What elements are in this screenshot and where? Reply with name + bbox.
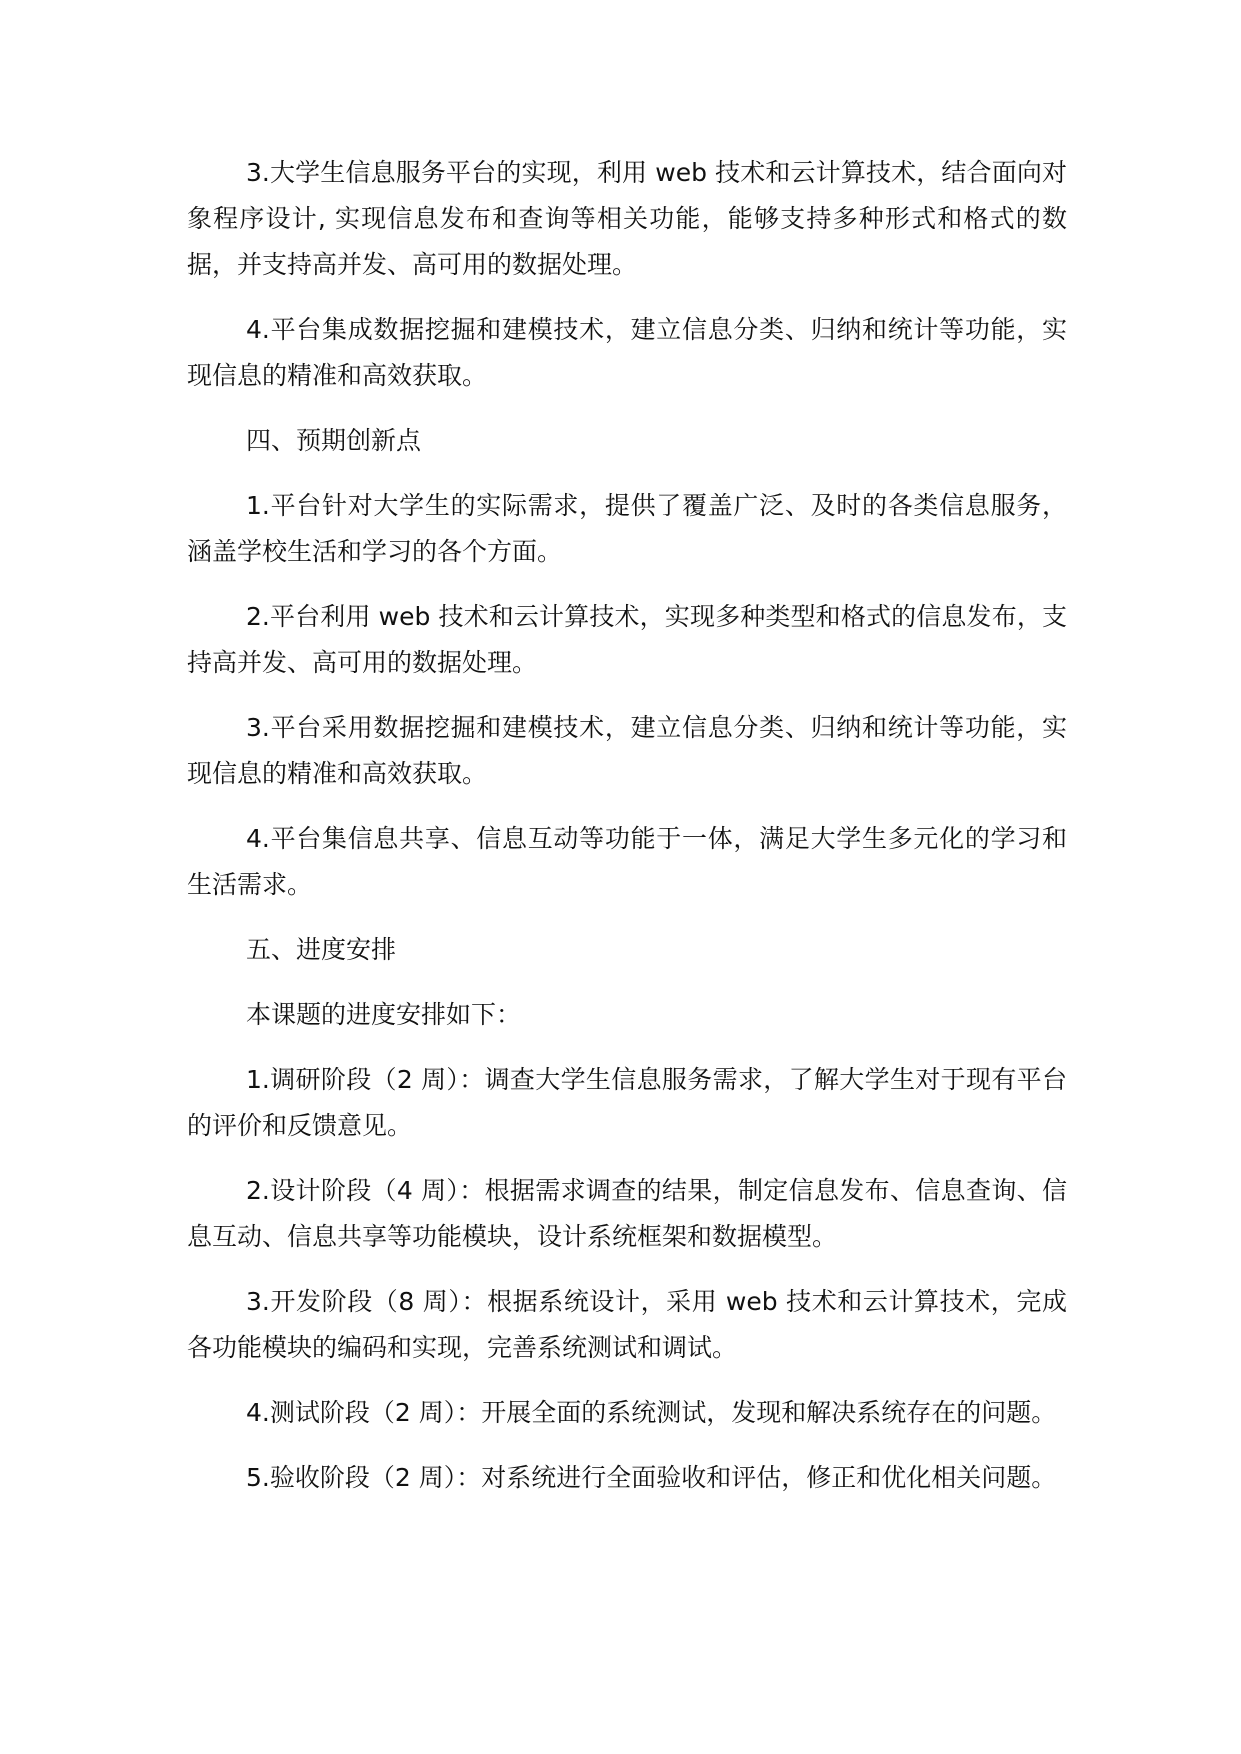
paragraph-data-mining-integration: 4.平台集成数据挖掘和建模技术，建立信息分类、归纳和统计等功能，实现信息的精准和高效获取。 bbox=[187, 315, 1067, 390]
paragraph-schedule-testing: 4.测试阶段（2 周）：开展全面的系统测试，发现和解决系统存在的问题。 bbox=[246, 1398, 1057, 1427]
paragraph-schedule-intro: 本课题的进度安排如下： bbox=[246, 1000, 522, 1029]
section-heading-innovation: 四、预期创新点 bbox=[246, 426, 422, 455]
paragraph-schedule-development: 3.开发阶段（8 周）：根据系统设计，采用 web 技术和云计算技术，完成各功能模块的编码和实现，完善系统测试和调试。 bbox=[187, 1287, 1067, 1362]
paragraph-innovation-1: 1.平台针对大学生的实际需求，提供了覆盖广泛、及时的各类信息服务，涵盖学校生活和学习的各个方面。 bbox=[187, 491, 1067, 566]
paragraph-innovation-4: 4.平台集信息共享、信息互动等功能于一体，满足大学生多元化的学习和生活需求。 bbox=[187, 824, 1067, 899]
paragraph-platform-implementation: 3.大学生信息服务平台的实现，利用 web 技术和云计算技术，结合面向对象程序设计, 实现信息发布和查询等相关功能，能够支持多种形式和格式的数据，并支持高并发、高可用的数据处理。 bbox=[187, 158, 1067, 279]
paragraph-schedule-research: 1.调研阶段（2 周）：调查大学生信息服务需求，了解大学生对于现有平台的评价和反馈意见。 bbox=[187, 1065, 1067, 1140]
paragraph-innovation-3: 3.平台采用数据挖掘和建模技术，建立信息分类、归纳和统计等功能，实现信息的精准和高效获取。 bbox=[187, 713, 1067, 788]
paragraph-schedule-acceptance: 5.验收阶段（2 周）：对系统进行全面验收和评估，修正和优化相关问题。 bbox=[246, 1463, 1057, 1492]
paragraph-schedule-design: 2.设计阶段（4 周）：根据需求调查的结果，制定信息发布、信息查询、信息互动、信息共享等功能模块，设计系统框架和数据模型。 bbox=[187, 1176, 1067, 1251]
document-body bbox=[187, 150, 1067, 1520]
paragraph-innovation-2: 2.平台利用 web 技术和云计算技术，实现多种类型和格式的信息发布，支持高并发、高可用的数据处理。 bbox=[187, 602, 1067, 677]
section-heading-schedule: 五、进度安排 bbox=[246, 935, 397, 964]
